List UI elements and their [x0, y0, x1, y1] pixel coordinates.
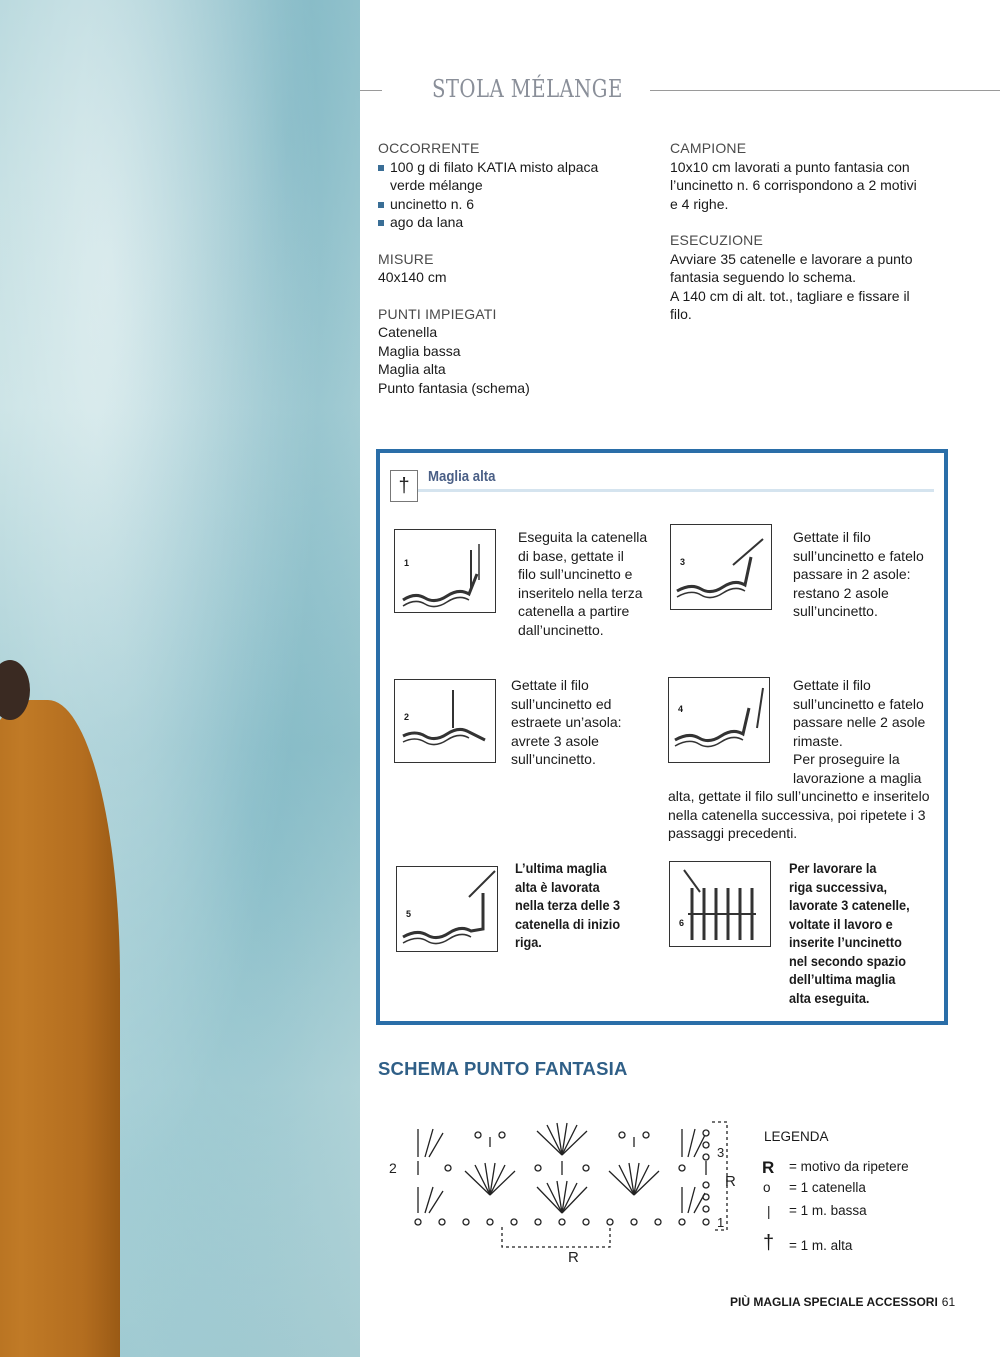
legend-text: = 1 catenella	[789, 1180, 866, 1195]
chain-row	[415, 1219, 709, 1225]
legend-symbol: |	[767, 1204, 771, 1219]
crochet-illustration	[397, 867, 497, 951]
step-figure	[396, 866, 498, 952]
step-number: 4	[678, 704, 684, 714]
legend-symbol: o	[763, 1180, 771, 1195]
double-crochet-icon: †	[390, 470, 418, 502]
page-footer	[730, 1295, 955, 1309]
campione-heading: CAMPIONE	[670, 140, 747, 156]
legend-text: = motivo da ripetere	[789, 1159, 909, 1174]
repeat-label: R	[725, 1173, 736, 1190]
campione-line: 10x10 cm lavorati a punto fantasia con	[670, 158, 910, 175]
punti-heading: PUNTI IMPIEGATI	[378, 305, 497, 322]
sweater-image	[0, 700, 120, 1357]
step-text-4-tail: alta, gettate il filo sull’uncinetto e inseritelo nella catenella successiva, poi ripetete i 3 passaggi precedenti.	[668, 788, 930, 841]
left-column	[378, 139, 648, 397]
campione-line: l’uncinetto n. 6 corrispondono a 2 motivi	[670, 177, 917, 193]
crochet-illustration	[671, 525, 771, 609]
row-label: 3	[717, 1145, 725, 1160]
legend-symbol: †	[763, 1232, 775, 1254]
legend-text: = 1 m. alta	[789, 1238, 853, 1253]
step-figure	[394, 679, 496, 763]
step-figure	[668, 677, 770, 763]
legend-symbol: R	[762, 1158, 775, 1177]
esecuzione-line: filo.	[670, 306, 692, 322]
bullet-icon	[378, 220, 384, 226]
occorrente-item: ago da lana	[378, 213, 648, 232]
step-text-5: L’ultima maglia alta è lavorata nella terza delle 3 catenella di inizio riga.	[515, 861, 621, 950]
step-figure	[669, 861, 771, 947]
esecuzione-heading: ESECUZIONE	[670, 232, 764, 248]
step-text-1: Eseguita la catenella di base, gettate il filo sull’uncinetto e inseritelo nella terza catenella a partire dall’uncinetto.	[518, 529, 648, 638]
crochet-illustration	[395, 530, 495, 612]
repeat-label: R	[568, 1249, 579, 1266]
occorrente-heading: OCCORRENTE	[378, 140, 480, 156]
misure-heading: MISURE	[378, 250, 434, 267]
campione-line: e 4 righe.	[670, 195, 729, 212]
step-number: 5	[406, 909, 412, 919]
right-column	[670, 139, 960, 324]
step-number: 1	[404, 558, 410, 568]
title-rule-left	[360, 90, 382, 91]
misure-value: 40x140 cm	[378, 269, 447, 285]
punti-item: Maglia alta	[378, 361, 446, 377]
punti-item: Catenella	[378, 324, 438, 340]
step-figure	[394, 529, 496, 613]
crochet-illustration	[670, 862, 770, 946]
step-text-2: Gettate il filo sull’uncinetto ed estraete un’asola: avrete 3 asole sull’uncinetto.	[511, 677, 622, 767]
step-text-4: Gettate il filo sull’uncinetto e fatelo passare nelle 2 asole rimaste. Per proseguire la lavorazione a maglia	[793, 677, 926, 786]
schema-title: SCHEMA PUNTO FANTASIA	[378, 1058, 628, 1079]
row-label: 1	[717, 1215, 725, 1230]
punti-item: Punto fantasia (schema)	[378, 379, 530, 396]
legend-heading: LEGENDA	[764, 1129, 829, 1144]
tutorial-title: Maglia alta	[428, 468, 496, 485]
row-label: 2	[389, 1160, 397, 1176]
crochet-chart	[385, 1115, 745, 1275]
page-title: STOLA MÉLANGE	[432, 75, 623, 103]
occorrente-item: 100 g di filato KATIA misto alpaca verde mélange	[378, 158, 648, 195]
step-text-6: Per lavorare la riga successiva, lavorate 3 catenelle, voltate il lavoro e inserite l’uncinetto nel secondo spazio dell’ultima maglia alta eseguita.	[789, 861, 910, 1006]
bullet-icon	[378, 165, 384, 171]
bullet-icon	[378, 202, 384, 208]
step-figure	[670, 524, 772, 610]
punti-item: Maglia bassa	[378, 342, 461, 359]
step-number: 6	[679, 918, 685, 928]
esecuzione-line: A 140 cm di alt. tot., tagliare e fissare il	[670, 287, 910, 304]
title-rule-right	[650, 90, 1000, 91]
magazine-name: PIÙ MAGLIA SPECIALE ACCESSORI	[730, 1295, 938, 1309]
esecuzione-line: Avviare 35 catenelle e lavorare a punto	[670, 250, 913, 267]
cover-photo	[0, 0, 360, 1357]
step-number: 2	[404, 712, 410, 722]
tutorial-title-underline	[418, 489, 934, 492]
step-number: 3	[680, 557, 686, 567]
step-text-3: Gettate il filo sull’uncinetto e fatelo passare in 2 asole: restano 2 asole sull’uncinetto.	[793, 529, 924, 619]
esecuzione-line: fantasia seguendo lo schema.	[670, 269, 857, 285]
occorrente-item: uncinetto n. 6	[378, 195, 648, 214]
crochet-illustration	[669, 678, 769, 762]
legend-text: = 1 m. bassa	[789, 1203, 867, 1218]
crochet-illustration	[395, 680, 495, 762]
page-number: 61	[941, 1295, 956, 1309]
